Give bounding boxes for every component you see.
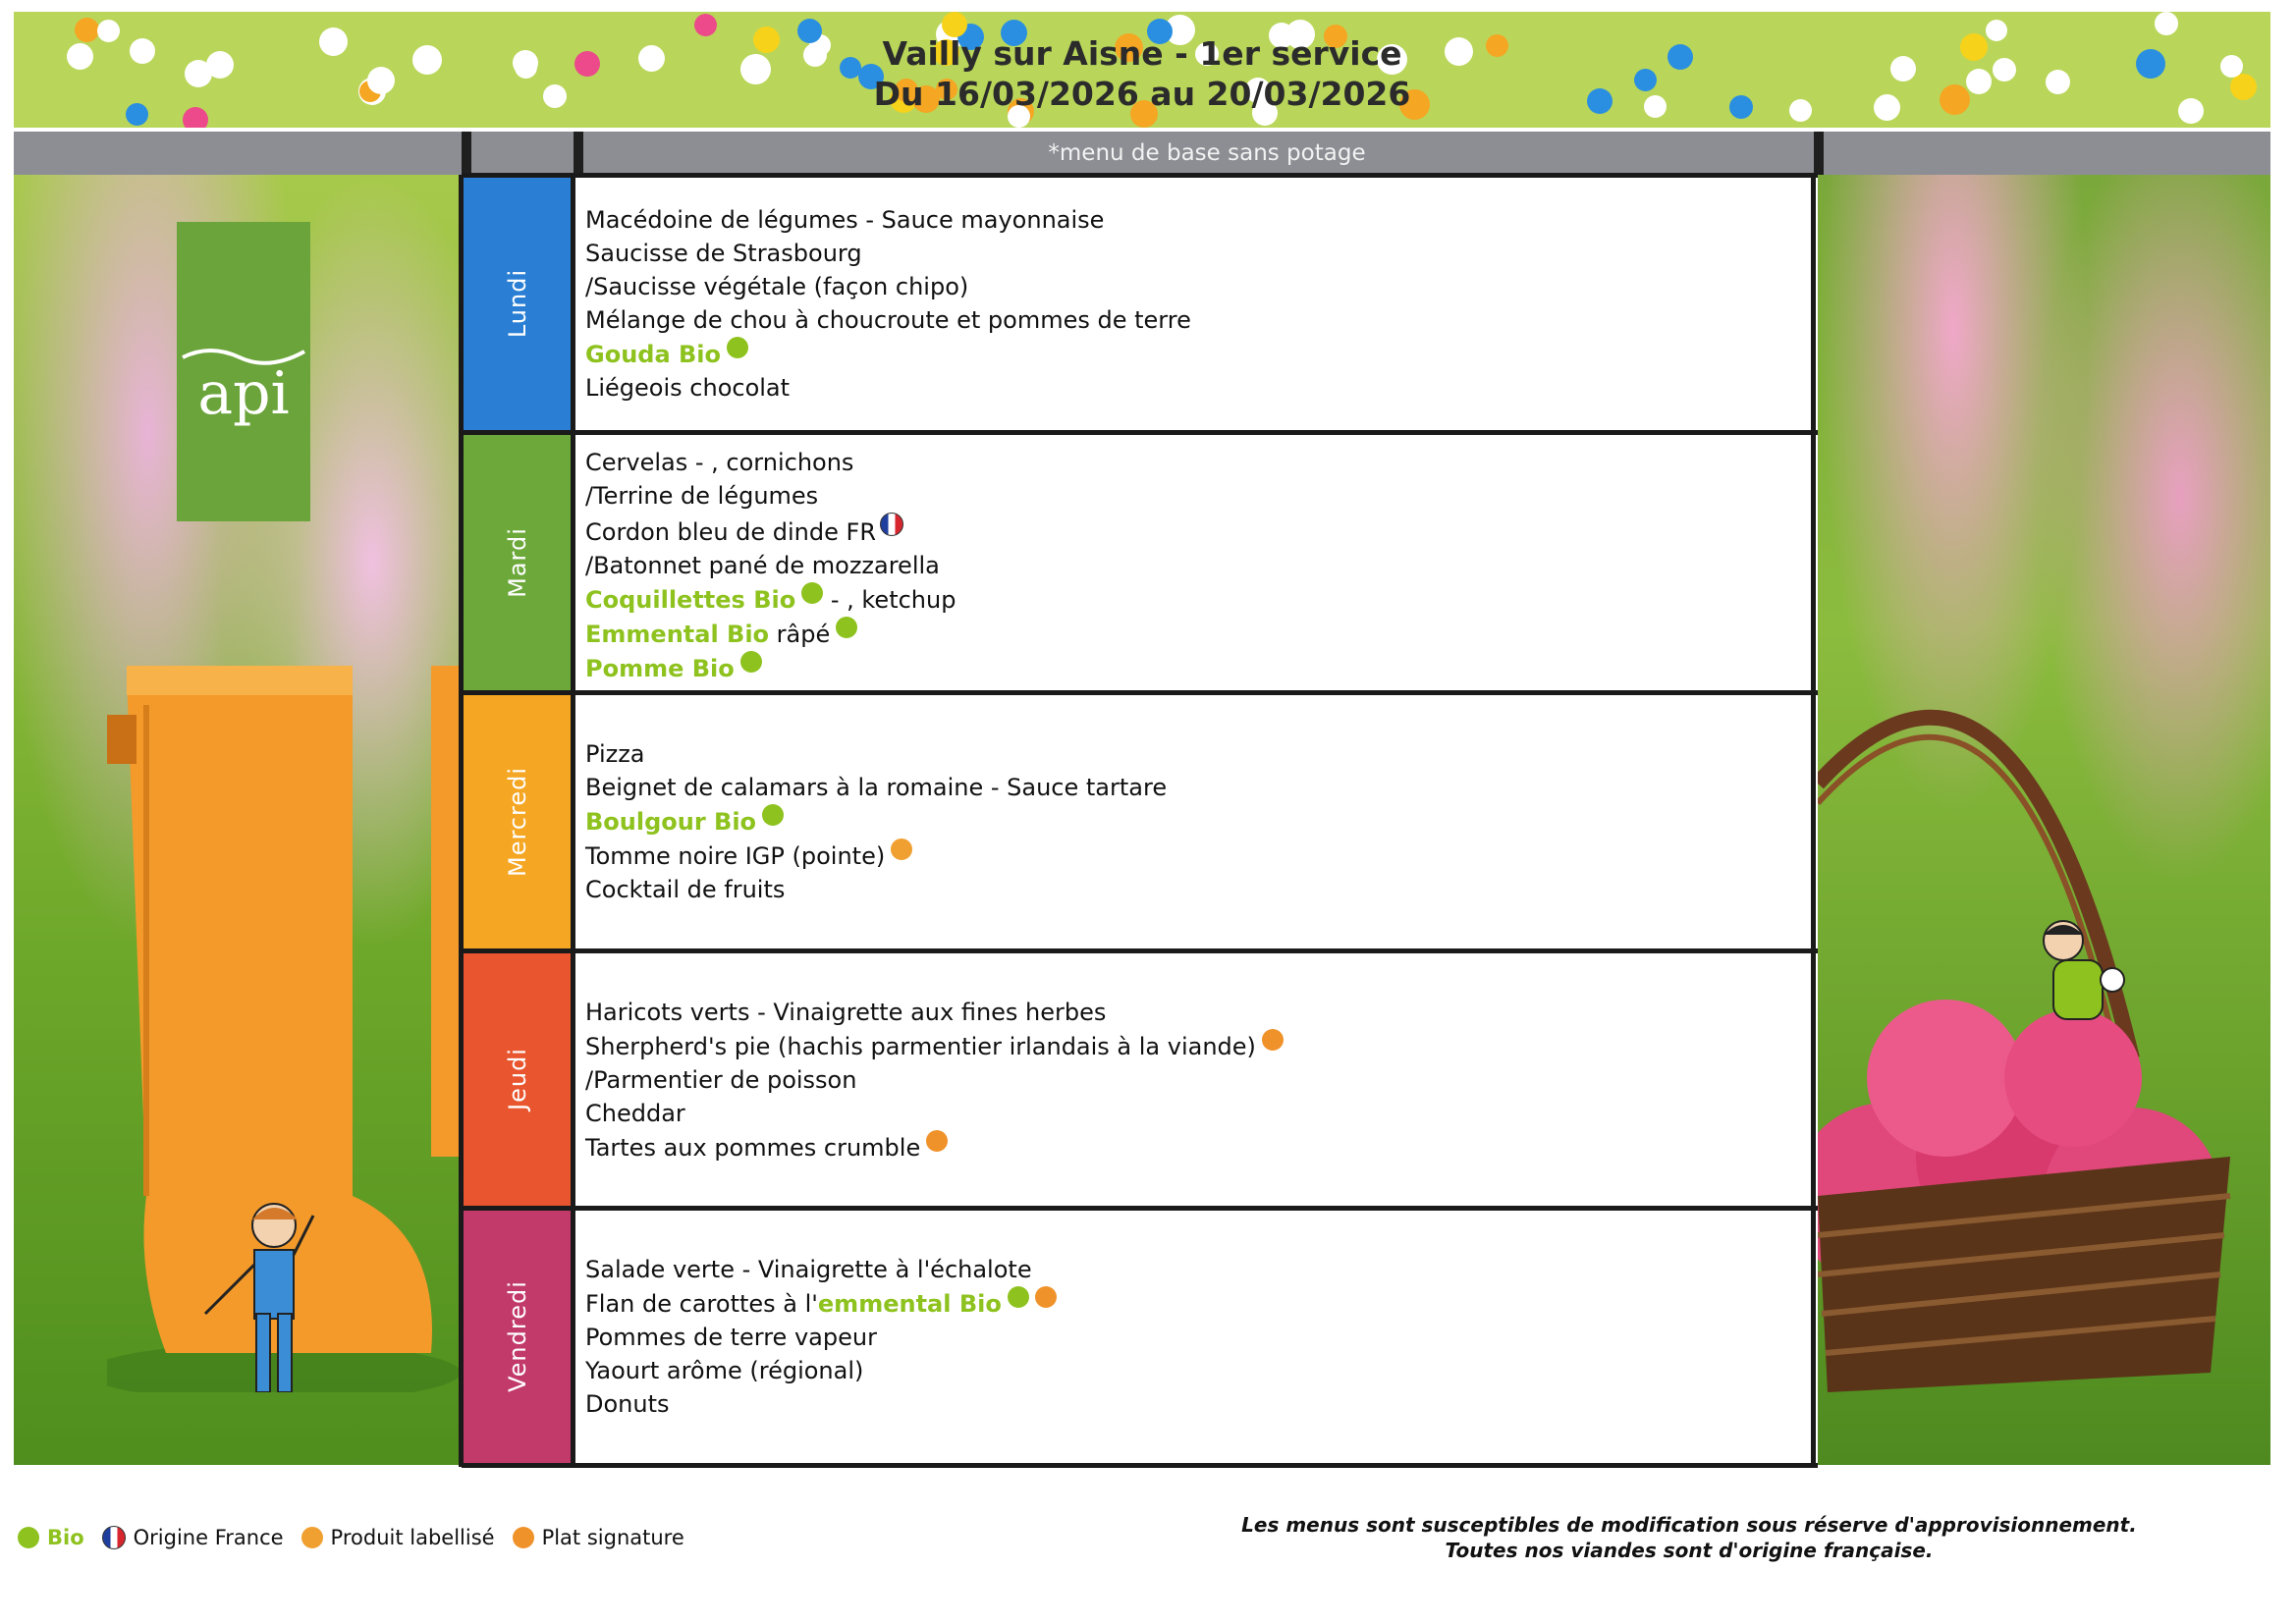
menu-text: râpé	[769, 621, 831, 648]
grid-line	[462, 430, 1818, 435]
menu-item	[585, 1130, 1284, 1164]
menu-item	[585, 996, 1284, 1029]
menu-text: Yaourt arôme (régional)	[585, 1357, 864, 1384]
disclaimer-line-1: Les menus sont susceptibles de modification sous réserve d'approvisionnement.	[1241, 1513, 2137, 1537]
bar-divider	[574, 132, 583, 175]
bio-product-name: Emmental Bio	[585, 621, 770, 648]
grid-line	[462, 948, 1818, 953]
menu-item	[585, 771, 1167, 804]
day-column-jeudi	[462, 950, 574, 1208]
subtitle-bar	[14, 132, 2270, 175]
day-column-lundi	[462, 175, 574, 432]
bio-icon	[836, 617, 857, 638]
menu-text: Haricots verts - Vinaigrette aux fines herbes	[585, 999, 1107, 1026]
menu-item	[585, 479, 956, 513]
legend-item-flag	[102, 1526, 284, 1549]
menu-items	[585, 1253, 1057, 1421]
bio-icon	[801, 582, 823, 604]
bio-product-name: Boulgour Bio	[585, 808, 757, 836]
menu-items	[585, 446, 956, 685]
bio-icon	[18, 1527, 39, 1548]
menu-item	[585, 1063, 1284, 1097]
menu-item	[585, 804, 1167, 839]
label-icon	[891, 839, 912, 860]
menu-item	[585, 1097, 1284, 1130]
grid-line	[462, 1463, 1818, 1468]
apple-basket-image	[1818, 175, 2270, 1465]
disclaimer-line-2: Toutes nos viandes sont d'origine française.	[1445, 1539, 1934, 1562]
menu-text: - , ketchup	[823, 586, 957, 614]
menu-item	[585, 1354, 1057, 1387]
menu-item	[585, 203, 1191, 237]
bar-divider	[462, 132, 471, 175]
day-label	[462, 432, 574, 692]
france-flag-icon	[880, 513, 903, 536]
logo-text: api	[197, 359, 290, 428]
bio-icon	[762, 804, 784, 826]
menu-item	[585, 303, 1191, 337]
day-column-mercredi	[462, 692, 574, 950]
bio-product-name: Coquillettes Bio	[585, 586, 796, 614]
menu-text: Pizza	[585, 740, 645, 768]
menu-item	[585, 873, 1167, 906]
menu-items	[585, 203, 1191, 405]
menu-text: /Terrine de légumes	[585, 482, 819, 510]
day-name: Jeudi	[504, 1048, 531, 1110]
menu-text: Cheddar	[585, 1100, 685, 1127]
menu-text: Flan de carottes à l'	[585, 1290, 818, 1318]
menu-item	[585, 737, 1167, 771]
legend-label: Plat signature	[541, 1526, 684, 1549]
menu-item	[585, 839, 1167, 873]
bio-icon	[1008, 1286, 1029, 1308]
bio-product-name: Pomme Bio	[585, 655, 735, 682]
menu-text: /Saucisse végétale (façon chipo)	[585, 273, 969, 300]
menu-item	[585, 371, 1191, 405]
apple-basket-icon	[1818, 568, 2270, 1465]
grid-line	[462, 690, 1818, 695]
page-title	[14, 33, 2270, 114]
grid-line	[571, 175, 575, 1467]
day-column-mardi	[462, 432, 574, 692]
legend-item-signature	[513, 1526, 684, 1549]
grid-line	[1811, 175, 1816, 1467]
menu-item	[585, 237, 1191, 270]
day-name: Mercredi	[503, 766, 531, 877]
day-label	[462, 692, 574, 950]
grid-line	[459, 175, 464, 1467]
menu-text: Saucisse de Strasbourg	[585, 240, 862, 267]
menu-text: Pommes de terre vapeur	[585, 1324, 877, 1351]
menu-text: Cordon bleu de dinde FR	[585, 518, 877, 546]
legend	[18, 1526, 702, 1549]
day-label	[462, 175, 574, 432]
menu-note: *menu de base sans potage	[1048, 140, 1366, 166]
confetti-dot	[2155, 12, 2178, 35]
france-flag-icon	[102, 1526, 126, 1549]
day-column-vendredi	[462, 1208, 574, 1465]
day-label	[462, 1208, 574, 1465]
day-name: Mardi	[503, 526, 531, 598]
signature-icon	[926, 1130, 948, 1152]
signature-icon	[513, 1527, 534, 1548]
disclaimer-note	[1218, 1512, 2160, 1563]
menu-text: Liégeois chocolat	[585, 374, 791, 402]
legend-item-bio	[18, 1526, 84, 1549]
menu-text: Tartes aux pommes crumble	[585, 1134, 921, 1162]
title-line-1: Vailly sur Aisne - 1er service	[882, 34, 1402, 73]
menu-item	[585, 1286, 1057, 1321]
legend-label: Origine France	[133, 1526, 284, 1549]
menu-item	[585, 1029, 1284, 1063]
menu-cell-mercredi	[574, 692, 1814, 950]
menu-cell-mardi	[574, 432, 1814, 692]
menu-text: /Batonnet pané de mozzarella	[585, 552, 940, 579]
menu-text: Donuts	[585, 1390, 670, 1418]
menu-cell-jeudi	[574, 950, 1814, 1208]
day-name: Lundi	[504, 268, 531, 339]
menu-text: Mélange de chou à choucroute et pommes de terre	[585, 306, 1191, 334]
menu-item	[585, 651, 956, 685]
grid-line	[462, 1206, 1818, 1211]
menu-text: Sherpherd's pie (hachis parmentier irlandais à la viande)	[585, 1033, 1256, 1060]
menu-item	[585, 617, 956, 651]
menu-text: /Parmentier de poisson	[585, 1066, 857, 1094]
bio-icon	[740, 651, 762, 673]
bio-product-name: Gouda Bio	[585, 341, 722, 368]
day-label	[462, 950, 574, 1208]
menu-cell-lundi	[574, 175, 1814, 432]
signature-icon	[1262, 1029, 1284, 1051]
menu-text: Macédoine de légumes - Sauce mayonnaise	[585, 206, 1105, 234]
menu-item	[585, 1321, 1057, 1354]
menu-text: Beignet de calamars à la romaine - Sauce tartare	[585, 774, 1168, 801]
menu-item	[585, 1387, 1057, 1421]
bio-icon	[727, 337, 748, 358]
menu-text: Cocktail de fruits	[585, 876, 786, 903]
menu-item	[585, 446, 956, 479]
menu-text: Cervelas - , cornichons	[585, 449, 854, 476]
menu-text: Salade verte - Vinaigrette à l'échalote	[585, 1256, 1032, 1283]
title-line-2: Du 16/03/2026 au 20/03/2026	[873, 75, 1411, 113]
menu-item	[585, 513, 956, 549]
grid-line	[462, 173, 1818, 178]
legend-label: Bio	[47, 1526, 84, 1549]
menu-item	[585, 582, 956, 617]
menu-item	[585, 270, 1191, 303]
bio-product-name: emmental Bio	[817, 1290, 1002, 1318]
label-icon	[301, 1527, 323, 1548]
menu-cell-vendredi	[574, 1208, 1814, 1465]
menu-items	[585, 996, 1284, 1164]
legend-label: Produit labellisé	[330, 1526, 495, 1549]
day-name: Vendredi	[504, 1280, 531, 1392]
garden-boot-image	[14, 175, 462, 1465]
header-band	[14, 12, 2270, 128]
menu-item	[585, 337, 1191, 371]
boot-illustration-icon	[107, 646, 461, 1392]
menu-items	[585, 737, 1167, 906]
menu-item	[585, 549, 956, 582]
api-logo	[177, 222, 310, 521]
signature-icon	[1035, 1286, 1057, 1308]
legend-item-label	[301, 1526, 495, 1549]
menu-item	[585, 1253, 1057, 1286]
menu-text: Tomme noire IGP (pointe)	[585, 842, 886, 870]
